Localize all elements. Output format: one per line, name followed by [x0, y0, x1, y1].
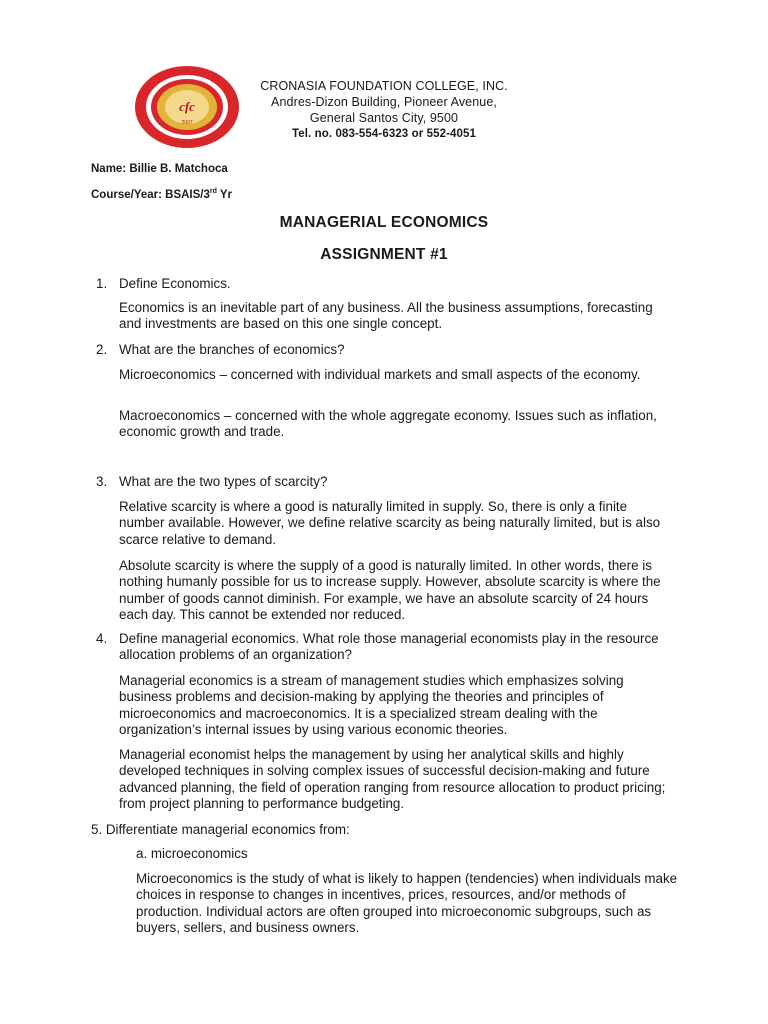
student-name: Name: Billie B. Matchoca	[91, 163, 228, 175]
college-address-1: Andres-Dizon Building, Pioneer Avenue,	[271, 95, 497, 109]
q5-answer-micro: Microeconomics is the study of what is likely to happen (tendencies) when individuals make choices in response to changes in incentives, prices, resources, and/or methods of production. Individual actors are often grouped into microeconomic subgroups, such as buyers, sellers, and business owners.	[136, 871, 678, 935]
q1-answer: Economics is an inevitable part of any business. All the business assumptions, forecasting and investments are based on this one single concept.	[119, 300, 653, 332]
q3-answer-absolute: Absolute scarcity is where the supply of a good is naturally limited. In other words, there is nothing humanly possible for us to increase supply. However, absolute scarcity is where the number of goods cannot diminish. For example, we have an absolute scarcity of 24 hours each day. This cannot be extended nor reduced.	[119, 558, 661, 622]
q4-answer-definition: Managerial economics is a stream of management studies which emphasizes solving business problems and decision-making by applying the theories and principles of microeconomics and macroeconomics. It is a specialized stream dealing with the organization’s internal issues by using various economic theories.	[119, 673, 624, 737]
college-header	[246, 78, 522, 142]
q3-question: What are the two types of scarcity?	[119, 474, 328, 489]
logo-year: 2007	[181, 120, 193, 126]
college-name: CRONASIA FOUNDATION COLLEGE, INC.	[260, 79, 508, 93]
college-logo	[133, 64, 241, 150]
q2-answer-micro: Microeconomics – concerned with individual markets and small aspects of the economy.	[119, 367, 641, 382]
q4-number: 4.	[96, 631, 108, 646]
q1-number: 1.	[96, 276, 108, 291]
q4-question: Define managerial economics. What role those managerial economists play in the resource allocation problems of an organization?	[119, 631, 659, 663]
q2-answer-macro: Macroeconomics – concerned with the whole aggregate economy. Issues such as inflation, economic growth and trade.	[119, 408, 657, 440]
page-subtitle: ASSIGNMENT #1	[320, 246, 448, 263]
q5-question: 5. Differentiate managerial economics from:	[91, 822, 350, 837]
q5-sub-a: a. microeconomics	[136, 846, 248, 861]
college-address-2: General Santos City, 9500	[309, 111, 459, 125]
q4-answer-role: Managerial economist helps the management by using her analytical skills and highly developed techniques in solving complex issues of successful decision-making and future advanced planning, the field of operation ranging from resource allocation to product pricing; from project planning to performance budgeting.	[119, 747, 666, 811]
q1-question: Define Economics.	[119, 276, 231, 291]
q3-answer-relative: Relative scarcity is where a good is naturally limited in supply. So, there is only a finite number available. However, we define relative scarcity as being naturally limited, but is also scarce relative to demand.	[119, 499, 661, 547]
q3-number: 3.	[96, 474, 108, 489]
logo-text: cfc	[179, 99, 195, 114]
q2-question: What are the branches of economics?	[119, 342, 345, 357]
page-title: MANAGERIAL ECONOMICS	[279, 214, 489, 231]
college-telephone: Tel. no. 083-554-6323 or 552-4051	[292, 128, 476, 140]
q2-number: 2.	[96, 342, 108, 357]
student-course: Course/Year: BSAIS/3rd Yr	[91, 188, 233, 201]
